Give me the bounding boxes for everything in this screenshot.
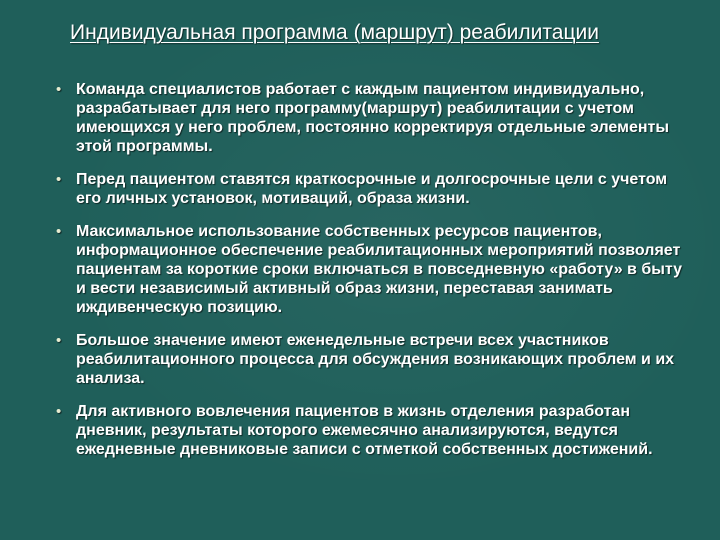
- bullet-text: Команда специалистов работает с каждым пациентом индивидуально, разрабатывает для него программу(маршрут) реабилитации с учетом имеющихся у него проблем, постоянно корректируя отдельные элементы этой программы.: [76, 81, 670, 155]
- bullet-item: [52, 222, 692, 317]
- bullet-item: [52, 402, 692, 459]
- bullet-marker: •: [56, 403, 62, 420]
- bullet-marker: •: [56, 81, 62, 98]
- bullet-marker: •: [56, 332, 62, 349]
- bullet-list: [52, 80, 692, 473]
- bullet-item: [52, 80, 692, 156]
- bullet-item: [52, 331, 692, 388]
- bullet-text: Максимальное использование собственных ресурсов пациентов, информационное обеспечение реабилитационных мероприятий позволяет пациентам за короткие сроки включаться в повседневную «работу» в быту и вести независимый активный образ жизни, переставая занимать иждивенческую позицию.: [76, 223, 683, 316]
- bullet-text: Большое значение имеют еженедельные встречи всех участников реабилитационного процесса для обсуждения возникающих проблем и их анализа.: [76, 332, 675, 387]
- bullet-marker: •: [56, 223, 62, 240]
- bullet-marker: •: [56, 171, 62, 188]
- bullet-item: [52, 170, 692, 208]
- bullet-text: Для активного вовлечения пациентов в жизнь отделения разработан дневник, результаты которого ежемесячно анализируются, ведутся ежедневные дневниковые записи с отметкой собственных достижений.: [76, 403, 653, 458]
- bullet-text: Перед пациентом ставятся краткосрочные и долгосрочные цели с учетом его личных установок, мотиваций, образа жизни.: [76, 171, 668, 207]
- slide-title: Индивидуальная программа (маршрут) реабилитации: [70, 21, 599, 44]
